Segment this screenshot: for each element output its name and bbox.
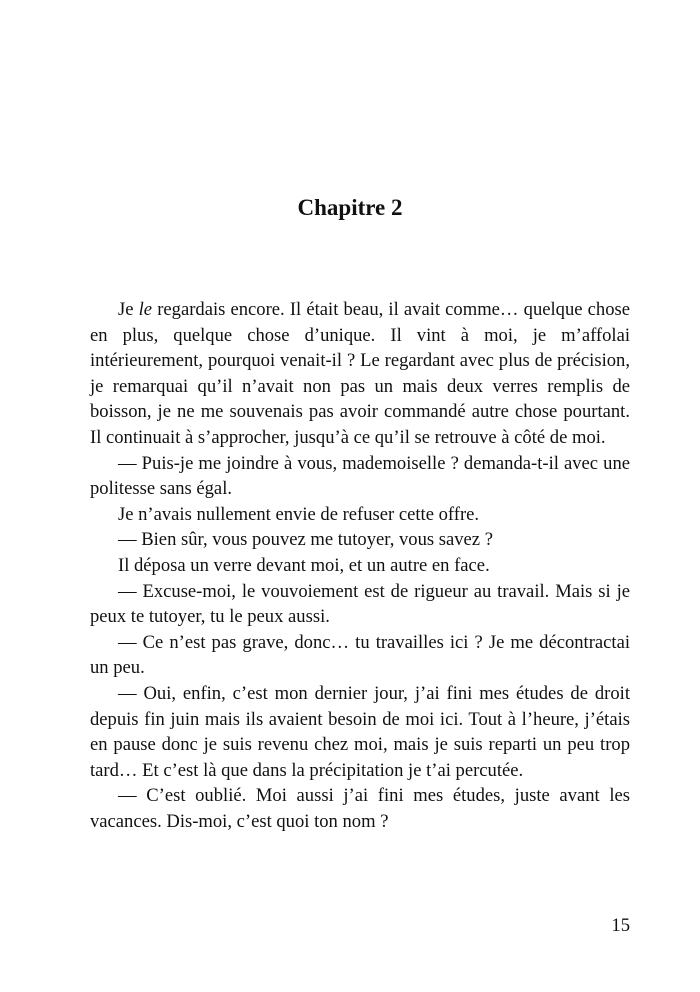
paragraph: Je n’avais nullement envie de refuser cette offre. bbox=[118, 503, 480, 525]
paragraph: — Oui, enfin, c’est mon dernier jour, j’ai fini mes études de droit depuis fin juin mais ils avaient besoin de moi ici. Tout à l’heure, j’étais en pause donc je suis revenu chez moi, mais je suis reparti un peu trop tard… Et c’est là que dans la précipitation je t’ai percutée. bbox=[90, 682, 630, 781]
page-number: 15 bbox=[611, 915, 630, 936]
body-text bbox=[90, 297, 630, 834]
emphasized-word: le bbox=[138, 299, 153, 320]
paragraph: Il déposa un verre devant moi, et un autre en face. bbox=[118, 554, 490, 576]
paragraph: — Ce n’est pas grave, donc… tu travailles ici ? Je me décontractai un peu. bbox=[90, 631, 630, 679]
paragraph: — Bien sûr, vous pouvez me tutoyer, vous savez ? bbox=[118, 529, 493, 551]
paragraph: — Puis-je me joindre à vous, mademoiselle ? demanda-t-il avec une politesse sans égal. bbox=[90, 452, 630, 500]
paragraph bbox=[90, 297, 630, 451]
paragraph: — C’est oublié. Moi aussi j’ai fini mes études, juste avant les vacances. Dis-moi, c’est quoi ton nom ? bbox=[90, 785, 630, 832]
chapter-title: Chapitre 2 bbox=[297, 195, 403, 220]
paragraph-text-start: Je bbox=[118, 299, 139, 320]
paragraph: — Excuse-moi, le vouvoiement est de rigueur au travail. Mais si je peux te tutoyer, tu le peux aussi. bbox=[90, 580, 630, 628]
paragraph-text-rest: regardais encore. Il était beau, il avait comme… quelque chose en plus, quelque chose d’unique. Il vint à moi, je m’affolai intérieurement, pourquoi venait-il ? Le regardant avec plus de précision, je remarquai qu’il n’avait non pas un mais deux verres remplis de boisson, je ne me souvenais pas avoir commandé autre chose pourtant. Il continuait à s’approcher, jusqu’à ce qu’il se retrouve à côté de moi. bbox=[90, 299, 630, 448]
